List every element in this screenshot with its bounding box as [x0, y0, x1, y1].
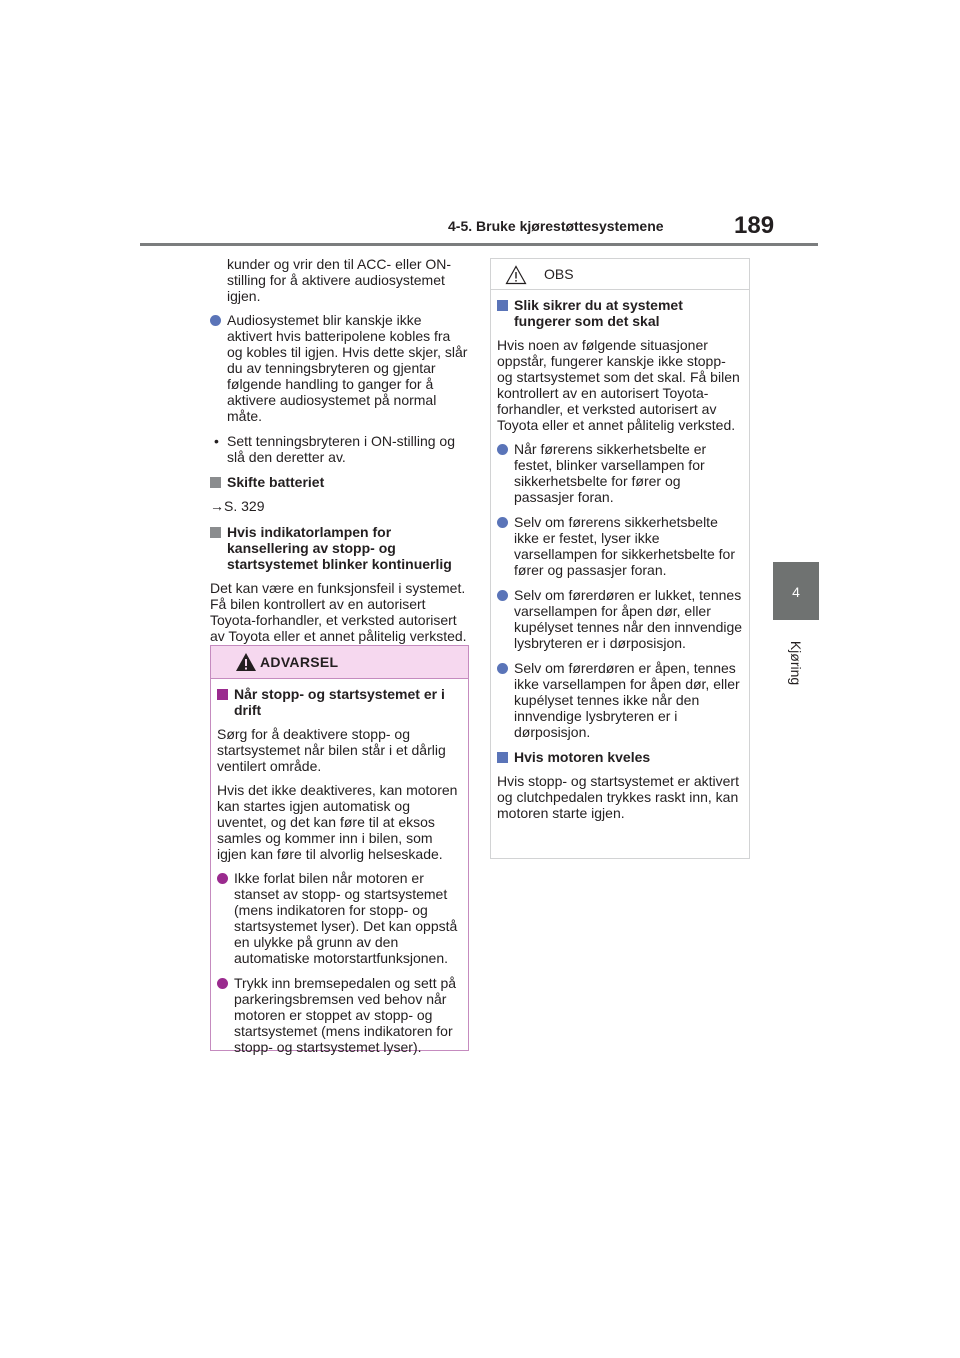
warning-triangle-icon — [235, 652, 257, 672]
sub-bullet-text: Sett tenningsbryteren i ON-stilling og slå den deretter av. — [227, 433, 455, 465]
page-number: 189 — [734, 212, 775, 239]
square-bullet-icon — [497, 300, 508, 311]
bullet-dot-icon — [497, 444, 508, 455]
square-bullet-icon — [210, 527, 221, 538]
notice-paragraph: Hvis noen av følgende situasjoner oppstår, fungerer kanskje ikke stopp- og startsystemet som det skal. Få bilen kontrollert av en autorisert Toyota-forhandler, et verksted autorisert av Toyota eller et annet pålitelig verksted. — [497, 337, 740, 433]
warning-heading: Når stopp- og startsystemet er i drift — [217, 686, 462, 718]
notice-heading-engine-stall: Hvis motoren kveles — [497, 749, 743, 765]
sub-bullet — [210, 433, 468, 465]
bullet-text: Audiosystemet blir kanskje ikke aktivert hvis batteripolene kobles fra og kobles til igjen. Hvis dette skjer, slår du av tenningsbryteren og gjentar følgende handling to ganger for å aktivere audiosystemet på normal måte. — [227, 312, 468, 424]
warning-paragraph: Sørg for å deaktivere stopp- og startsystemet når bilen står i et dårlig ventilert område. — [217, 726, 446, 774]
notice-heading: Slik sikrer du at systemet fungerer som det skal — [497, 297, 743, 329]
heading-indicator-blinking: Hvis indikatorlampen for kansellering av stopp- og startsystemet blinker kontinuerlig — [210, 524, 468, 572]
page-reference-link[interactable]: →S. 329 — [210, 498, 265, 514]
malfunction-paragraph: Det kan være en funksjonsfeil i systemet. Få bilen kontrollert av en autorisert Toyota-forhandler, et verksted autorisert av Toyota eller et annet pålitelig verksted. — [210, 580, 467, 644]
caution-triangle-icon — [505, 265, 527, 285]
continued-paragraph: kunder og vrir den til ACC- eller ON-stilling for å aktivere audiosystemet igjen. — [227, 256, 452, 304]
notice-header — [491, 259, 749, 290]
warning-bullet: Trykk inn bremsepedalen og sett på parkeringsbremsen ved behov når motoren er stoppet av stopp- og startsystemet (mens indikatoren for stopp- og startsystemet lyser). — [217, 975, 462, 1055]
warning-bullet: Ikke forlat bilen når motoren er stanset av stopp- og startsystemet (mens indikatoren for stopp- og startsystemet lyser). Det kan oppstå en ulykke på grunn av den automatiske motorstartfunksjonen. — [217, 870, 462, 966]
warning-paragraph: Hvis det ikke deaktiveres, kan motoren kan startes igjen automatisk og uventet, og det kan føre til at eksos samles og kommer inn i bilen, som igjen kan føre til alvorlig helseskade. — [217, 782, 458, 862]
bullet-dot-icon — [217, 873, 228, 884]
bullet-dot-icon — [497, 517, 508, 528]
warning-header — [211, 646, 468, 679]
info-bullet — [210, 312, 468, 424]
notice-bullet: Selv om førerdøren er lukket, tennes varsellampen for åpen dør, eller kupélyset tennes når den innvendige lysbryteren er i dørposisjon. — [497, 587, 743, 651]
square-bullet-icon — [217, 689, 228, 700]
heading-battery: Skifte batteriet — [210, 474, 468, 490]
notice-body — [491, 290, 749, 821]
left-column — [210, 256, 468, 652]
bullet-dot-icon — [497, 590, 508, 601]
notice-box — [490, 258, 750, 859]
notice-title: OBS — [544, 266, 574, 282]
warning-box — [210, 645, 469, 1055]
notice-bullet: Selv om førerens sikkerhetsbelte ikke er festet, lyser ikke varsellampen for sikkerhetsbelte for fører og passasjer foran. — [497, 514, 743, 578]
sub-bullet-marker: • — [214, 433, 219, 449]
notice-paragraph: Hvis stopp- og startsystemet er aktivert og clutchpedalen trykkes raskt inn, kan motoren starte igjen. — [497, 773, 739, 821]
warning-title: ADVARSEL — [260, 654, 339, 670]
bullet-dot-icon — [217, 978, 228, 989]
section-title: 4-5. Bruke kjørestøttesystemene — [448, 218, 664, 234]
bullet-dot-icon — [210, 315, 221, 326]
chapter-number: 4 — [792, 584, 800, 600]
chapter-label: Kjøring — [788, 640, 804, 686]
square-bullet-icon — [497, 752, 508, 763]
chapter-tab — [773, 562, 819, 620]
warning-body — [211, 679, 468, 1055]
square-bullet-icon — [210, 477, 221, 488]
bullet-dot-icon — [497, 663, 508, 674]
notice-bullet: Selv om førerdøren er åpen, tennes ikke varsellampen for åpen dør, eller kupélyset tennes ikke når den innvendige lysbryteren er i dørposisjon. — [497, 660, 743, 740]
notice-bullet: Når førerens sikkerhetsbelte er festet, blinker varsellampen for sikkerhetsbelte for fører og passasjer foran. — [497, 441, 743, 505]
header-rule — [140, 243, 818, 246]
